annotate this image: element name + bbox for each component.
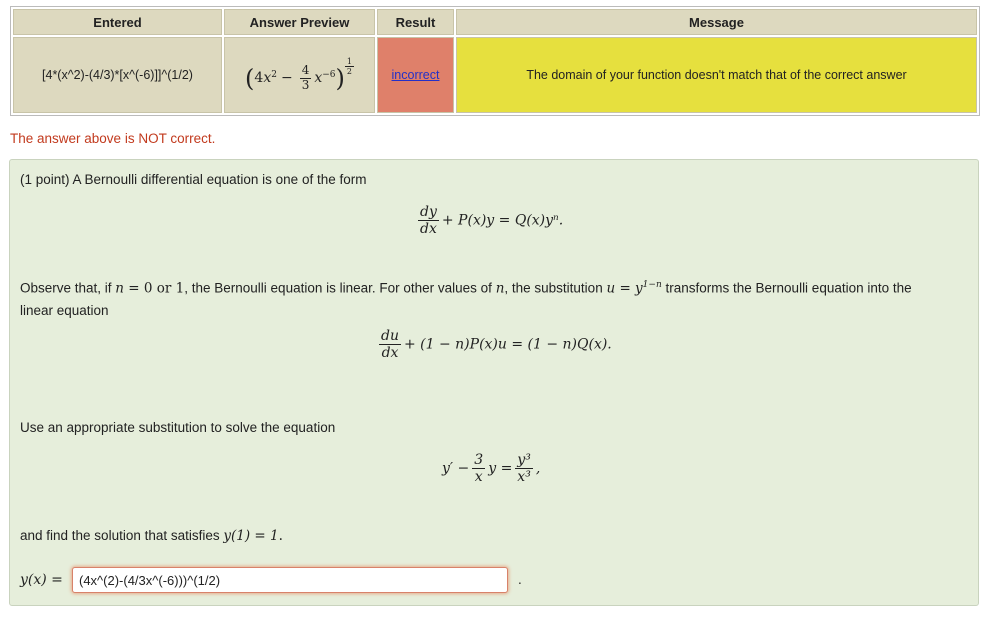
eq1-fraction — [418, 204, 439, 237]
find-solution-text — [20, 528, 283, 544]
answer-label — [20, 572, 63, 588]
observe-text-1: Observe that, if — [20, 280, 116, 296]
preview-open-paren: ( — [245, 64, 255, 93]
preview-frac-den: 3 — [301, 78, 310, 93]
eq3-fraction-1 — [472, 452, 485, 485]
preview-minus: − — [280, 70, 293, 86]
find-end: . — [278, 528, 283, 544]
find-text: and find the solution that satisfies — [20, 528, 224, 543]
linear-equation — [376, 328, 612, 361]
eq3-fraction-2 — [515, 452, 533, 485]
entered-cell: [4*(x^2)-(4/3)*[x^(-6)]]^(1/2) — [13, 37, 222, 113]
initial-condition: y(1) = 1 — [223, 528, 279, 544]
results-table — [10, 6, 980, 116]
results-header-row — [13, 9, 977, 35]
result-cell — [377, 37, 454, 113]
problem-panel — [9, 159, 979, 606]
eq1-rest: + P(x)y = Q(x)yⁿ. — [441, 212, 564, 229]
eq3-frac2-den: x³ — [517, 469, 531, 486]
answer-period: . — [518, 572, 522, 587]
preview-base: x — [263, 70, 272, 86]
preview-outer-exp-num: 1 — [346, 57, 352, 66]
observe-text-2: , the Bernoulli equation is linear. For other values of — [184, 280, 496, 296]
observe-n1: n — [115, 280, 124, 297]
not-correct-status: The answer above is NOT correct. — [10, 131, 216, 146]
problem-intro: (1 point) A Bernoulli differential equation is one of the form — [20, 172, 367, 187]
header-result: Result — [377, 9, 454, 35]
eq1-num: dy — [420, 204, 437, 220]
header-answer-preview: Answer Preview — [224, 9, 375, 35]
preview-var: x — [314, 70, 323, 86]
answer-preview-cell — [224, 37, 375, 113]
preview-exp: −6 — [322, 69, 336, 80]
eq3-frac1-den: x — [474, 469, 483, 486]
answer-label-text: y(x) = — [20, 572, 63, 588]
eq2-den: dx — [381, 345, 399, 362]
eq3-mid: y = — [488, 460, 513, 477]
preview-outer-exponent — [345, 57, 354, 76]
eq3-frac1-num: 3 — [474, 452, 484, 468]
observe-text-3: , the substitution — [504, 280, 607, 296]
given-equation — [442, 452, 540, 485]
observe-eq: = 0 or 1 — [124, 280, 185, 297]
preview-fraction — [300, 64, 312, 93]
preview-square: 2 — [271, 69, 277, 80]
preview-outer-exp-den: 2 — [346, 67, 352, 77]
eq2-num: du — [381, 328, 399, 344]
header-message: Message — [456, 9, 977, 35]
answer-input[interactable]: (4x^(2)-(4/3x^(-6)))^(1/2) — [72, 567, 508, 593]
preview-frac-num: 4 — [301, 63, 310, 78]
incorrect-link[interactable]: incorrect — [391, 68, 440, 82]
eq3-y-prime: y′ − — [442, 460, 470, 477]
eq3-end: , — [535, 460, 541, 477]
preview-coef: 4 — [254, 70, 264, 86]
results-row — [13, 37, 977, 113]
eq1-den: dx — [420, 221, 437, 238]
observe-text-5: linear equation — [20, 302, 109, 318]
eq2-rest: + (1 − n)P(x)u = (1 − n)Q(x). — [403, 336, 612, 353]
preview-close-paren: ) — [335, 64, 345, 93]
eq3-frac2-num: y³ — [517, 452, 531, 468]
header-entered: Entered — [13, 9, 222, 35]
observe-paragraph — [20, 275, 965, 321]
observe-u-exp: 1−n — [642, 280, 662, 290]
message-cell: The domain of your function doesn't match that of the correct answer — [456, 37, 977, 113]
observe-text-4: transforms the Bernoulli equation into the — [661, 280, 912, 296]
observe-n2: n — [495, 280, 505, 297]
use-substitution-text: Use an appropriate substitution to solve the equation — [20, 420, 336, 435]
bernoulli-equation — [415, 204, 563, 237]
eq2-fraction — [379, 328, 401, 361]
observe-u: u = y — [606, 280, 643, 297]
